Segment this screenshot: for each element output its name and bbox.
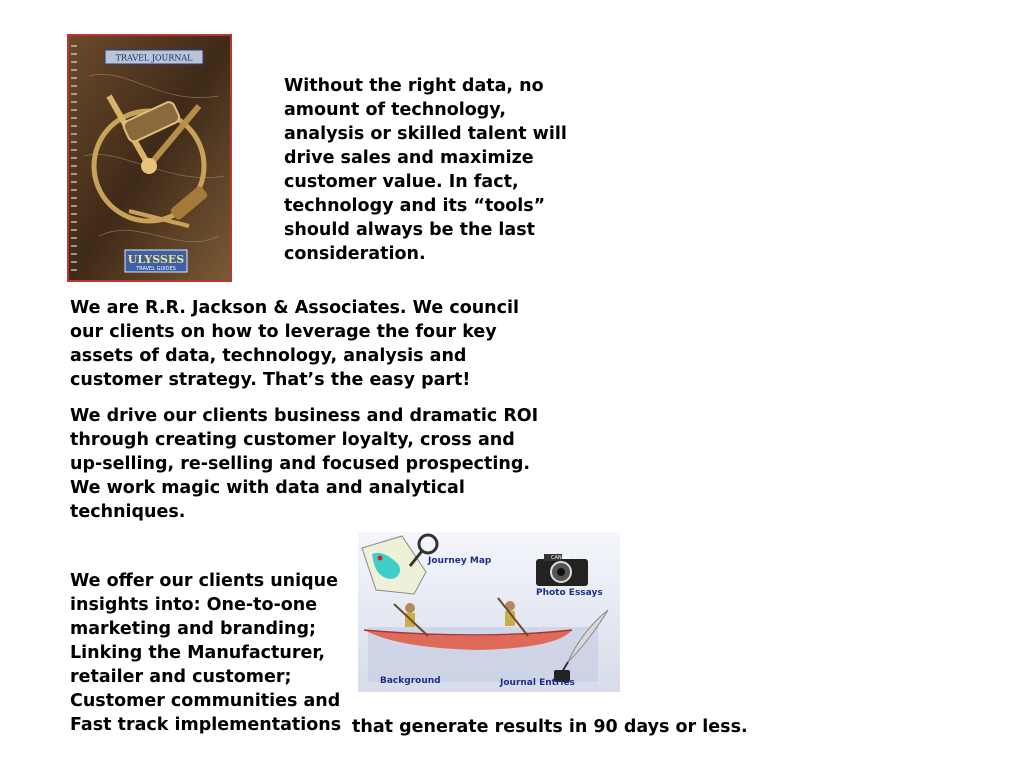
background-label: Background [380,676,441,686]
book-subtitle: TRAVEL GUIDES [136,266,176,272]
about-paragraph: We are R.R. Jackson & Associates. We council our clients on how to leverage the four key assets of data, technology, analysis and customer strategy. That’s the easy part! [70,298,520,390]
travel-journal-book-cover [67,34,232,282]
book-title: TRAVEL JOURNAL [115,53,193,63]
offer-paragraph: We offer our clients unique insights into: One-to-one marketing and branding; Linking the Manufacturer, retailer and customer; Customer communities and Fast track implementations [70,571,342,735]
intro-paragraph: Without the right data, no amount of technology, analysis or skilled talent will drive sales and maximize customer value. In fact, technology and its “tools” should always be the last consideration. [284,76,567,264]
camera-brand: CANON [551,555,570,561]
journal-entries-label: Journal Entries [500,678,575,688]
journey-map-label: Journey Map [428,556,492,566]
closing-line: that generate results in 90 days or less. [352,717,748,737]
photo-essays-label: Photo Essays [536,588,603,598]
book-brand: ULYSSES [127,253,185,266]
value-paragraph: We drive our clients business and dramatic ROI through creating customer loyalty, cross and up-selling, re-selling and focused prospecting. We work magic with data and analytical techniques. [70,406,539,522]
travel-journal-collage [358,532,620,692]
